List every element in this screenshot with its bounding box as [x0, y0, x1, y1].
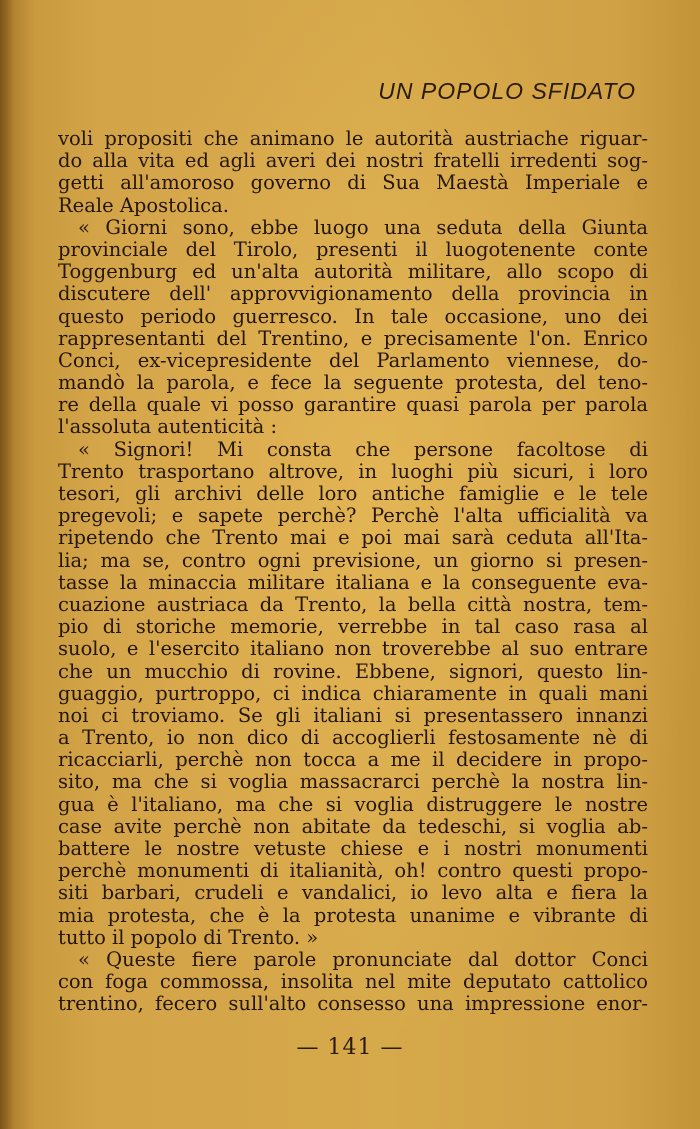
- text-line: do alla vita ed agli averi dei nostri fratelli irredenti sog-: [58, 150, 648, 173]
- text-line: che un mucchio di rovine. Ebbene, signori, questo lin-: [58, 660, 648, 683]
- text-line: pregevoli; e sapete perchè? Perchè l'alta ufficialità va: [58, 505, 648, 528]
- text-line: perchè monumenti di italianità, oh! contro questi propo-: [58, 860, 648, 883]
- text-line: ripetendo che Trento mai e poi mai sarà ceduta all'Ita-: [58, 527, 648, 550]
- text-line: guaggio, purtroppo, ci indica chiaramente in quali mani: [58, 682, 648, 705]
- running-head: UN POPOLO SFIDATO: [378, 78, 636, 104]
- text-line: noi ci troviamo. Se gli italiani si presentassero innanzi: [58, 704, 648, 727]
- text-line: « Giorni sono, ebbe luogo una seduta della Giunta: [78, 216, 648, 239]
- text-line: tutto il popolo di Trento. »: [58, 926, 319, 949]
- text-line: Reale Apostolica.: [58, 194, 229, 217]
- text-line: tesori, gli archivi delle loro antiche famiglie e le tele: [58, 483, 648, 505]
- text-line: l'assoluta autenticità :: [58, 416, 278, 439]
- text-line: lia; ma se, contro ogni previsione, un giorno si presen-: [58, 549, 648, 572]
- text-line: con foga commossa, insolita nel mite deputato cattolico: [58, 971, 648, 994]
- text-line: battere le nostre vetuste chiese e i nostri monumenti: [58, 838, 648, 860]
- text-line: Conci, ex-vicepresidente del Parlamento viennese, do-: [58, 349, 648, 372]
- text-line: pio di storiche memorie, verrebbe in tal caso rasa al: [58, 616, 648, 639]
- text-line: re della quale vi posso garantire quasi parola per parola: [58, 394, 648, 417]
- text-line: suolo, e l'esercito italiano non troverebbe al suo entrare: [58, 638, 648, 661]
- text-line: voli propositi che animano le autorità austriache riguar-: [58, 128, 648, 150]
- text-line: a Trento, io non dico di accoglierli festosamente nè di: [58, 727, 648, 750]
- spine-shadow: [0, 0, 14, 1129]
- text-line: ricacciarli, perchè non tocca a me il decidere in propo-: [58, 749, 648, 772]
- body-text: [58, 128, 648, 1016]
- text-line: discutere dell' approvvigionamento della provincia in: [58, 283, 648, 306]
- text-line: gua è l'italiano, ma che si voglia distruggere le nostre: [58, 793, 648, 816]
- text-line: sito, ma che si voglia massacrarci perchè la nostra lin-: [58, 771, 648, 794]
- text-line: « Signori! Mi consta che persone facoltose di: [78, 438, 648, 461]
- text-line: Trento trasportano altrove, in luoghi più sicuri, i loro: [58, 460, 648, 483]
- text-line: siti barbari, crudeli e vandalici, io levo alta e fiera la: [58, 882, 648, 905]
- text-line: provinciale del Tirolo, presenti il luogotenente conte: [58, 238, 648, 261]
- page-number: — 141 —: [296, 1035, 404, 1060]
- text-line: trentino, fecero sull'alto consesso una impressione enor-: [58, 993, 648, 1016]
- text-line: getti all'amoroso governo di Sua Maestà Imperiale e: [58, 172, 648, 195]
- text-line: « Queste fiere parole pronunciate dal dottor Conci: [78, 948, 648, 971]
- text-line: case avite perchè non abitate da tedeschi, si voglia ab-: [58, 815, 648, 838]
- text-line: mandò la parola, e fece la seguente protesta, del teno-: [58, 372, 648, 395]
- text-line: tasse la minaccia militare italiana e la conseguente eva-: [58, 571, 648, 594]
- text-line: cuazione austriaca da Trento, la bella città nostra, tem-: [58, 593, 648, 616]
- text-line: rappresentanti del Trentino, e precisamente l'on. Enrico: [58, 327, 648, 350]
- text-line: questo periodo guerresco. In tale occasione, uno dei: [58, 305, 648, 328]
- text-line: Toggenburg ed un'alta autorità militare, allo scopo di: [58, 261, 648, 284]
- text-line: mia protesta, che è la protesta unanime e vibrante di: [58, 904, 648, 927]
